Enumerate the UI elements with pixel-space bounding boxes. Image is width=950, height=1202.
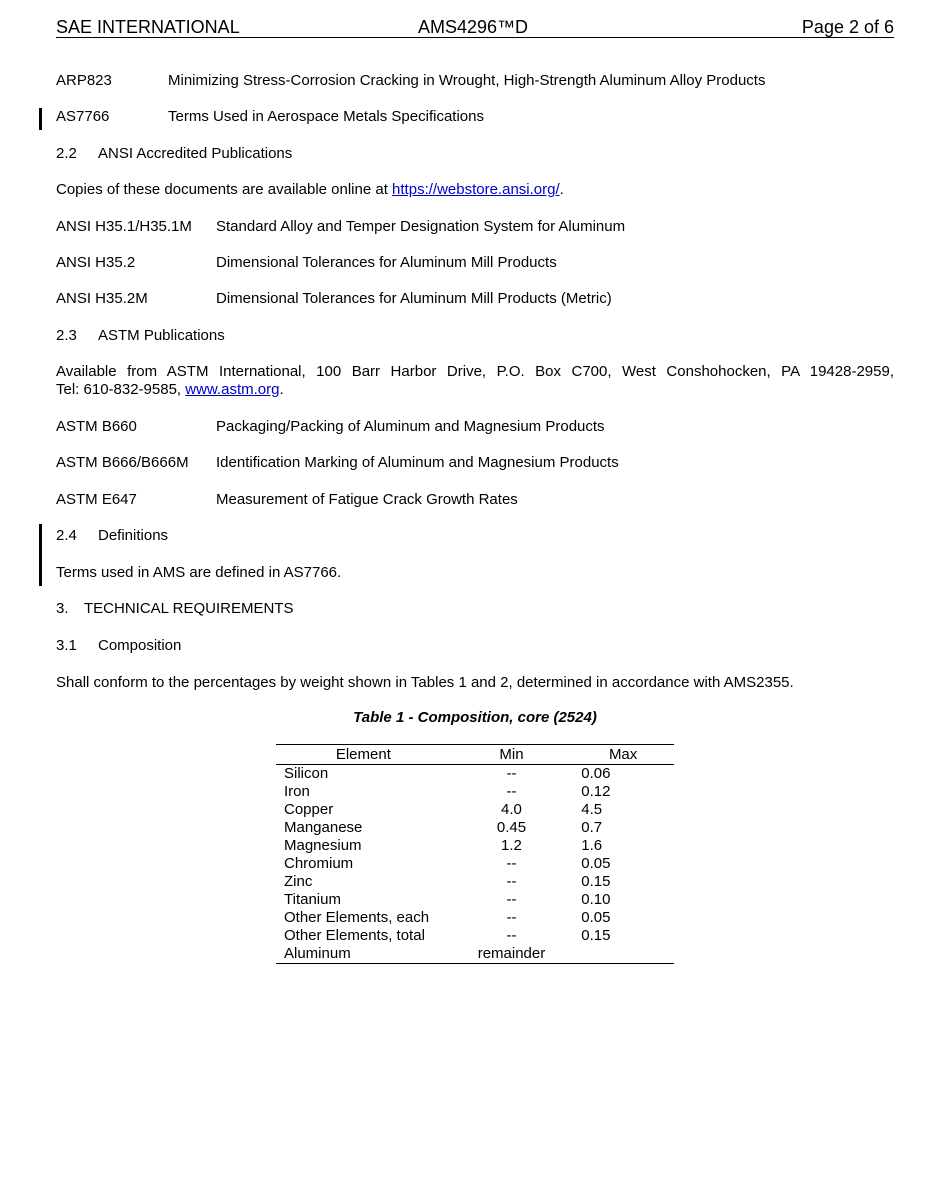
section-title: Definitions bbox=[98, 527, 169, 544]
section-title: TECHNICAL REQUIREMENTS bbox=[84, 600, 294, 617]
composition-table bbox=[276, 744, 674, 964]
ref-title: Dimensional Tolerances for Aluminum Mill Products (Metric) bbox=[216, 290, 612, 307]
min-cell: 0.45 bbox=[496, 819, 527, 836]
max-cell: 1.6 bbox=[581, 837, 603, 854]
intro-text: Copies of these documents are available online at bbox=[56, 181, 393, 198]
ref-title: Measurement of Fatigue Crack Growth Rates bbox=[216, 491, 518, 508]
max-cell: 0.10 bbox=[581, 891, 611, 908]
table-row bbox=[276, 765, 674, 784]
table-header-row bbox=[276, 745, 674, 765]
section-number: 2.3 bbox=[56, 327, 77, 344]
min-cell: -- bbox=[506, 927, 517, 944]
table-row bbox=[276, 819, 674, 837]
section-number: 3. bbox=[56, 600, 69, 617]
page-header bbox=[56, 17, 894, 38]
element-cell: Silicon bbox=[284, 765, 329, 782]
element-cell: Other Elements, each bbox=[284, 909, 430, 926]
ref-code: ARP823 bbox=[56, 72, 112, 89]
ref-code: ASTM B660 bbox=[56, 418, 137, 435]
table-row bbox=[276, 945, 674, 964]
section-number: 3.1 bbox=[56, 637, 77, 654]
intro-punct: . bbox=[559, 181, 564, 198]
min-cell: 1.2 bbox=[501, 837, 522, 854]
element-cell: Manganese bbox=[284, 819, 363, 836]
element-cell: Chromium bbox=[284, 855, 354, 872]
max-cell: 0.7 bbox=[581, 819, 603, 836]
table-row bbox=[276, 855, 674, 873]
element-cell: Titanium bbox=[284, 891, 341, 908]
ref-code: ANSI H35.1/H35.1M bbox=[56, 218, 192, 235]
column-header: Element bbox=[276, 745, 451, 765]
column-header: Min bbox=[451, 745, 573, 765]
revision-bar bbox=[39, 108, 42, 130]
ref-title: Standard Alloy and Temper Designation System for Aluminum bbox=[216, 218, 626, 235]
max-cell bbox=[572, 945, 674, 964]
section-title: Composition bbox=[98, 637, 182, 654]
table-row bbox=[276, 891, 674, 909]
element-cell: Magnesium bbox=[284, 837, 362, 854]
max-cell: 0.12 bbox=[581, 783, 611, 800]
ref-code: ASTM E647 bbox=[56, 491, 137, 508]
revision-bar bbox=[39, 524, 42, 586]
element-cell: Zinc bbox=[284, 873, 313, 890]
table-row bbox=[276, 837, 674, 855]
intro-text: Tel: 610-832-9585, bbox=[56, 381, 186, 398]
ref-code: ANSI H35.2 bbox=[56, 254, 136, 271]
element-cell: Aluminum bbox=[276, 945, 451, 964]
ref-title: Dimensional Tolerances for Aluminum Mill Products bbox=[216, 254, 557, 271]
definitions-text: Terms used in AMS are defined in AS7766. bbox=[56, 564, 342, 581]
ref-title: Identification Marking of Aluminum and Magnesium Products bbox=[216, 454, 619, 471]
element-cell: Iron bbox=[284, 783, 310, 800]
section-title: ANSI Accredited Publications bbox=[98, 145, 293, 162]
table-row bbox=[276, 873, 674, 891]
header-org: SAE INTERNATIONAL bbox=[56, 17, 240, 37]
min-cell: -- bbox=[506, 855, 517, 872]
max-cell: 0.05 bbox=[581, 909, 611, 926]
min-cell: -- bbox=[506, 873, 517, 890]
ref-code: ANSI H35.2M bbox=[56, 290, 148, 307]
section-number: 2.2 bbox=[56, 145, 77, 162]
element-cell: Other Elements, total bbox=[284, 927, 425, 944]
ref-title: Packaging/Packing of Aluminum and Magnesium Products bbox=[216, 418, 605, 435]
ansi-webstore-link[interactable]: https://webstore.ansi.org/ bbox=[392, 181, 560, 198]
header-page-number: Page 2 of 6 bbox=[801, 17, 894, 37]
address-line: Available from ASTM International, 100 Barr Harbor Drive, P.O. Box C700, West Conshohocken, PA 19428-2959, bbox=[56, 363, 894, 380]
table-caption: Table 1 - Composition, core (2524) bbox=[353, 709, 597, 726]
min-cell: -- bbox=[506, 891, 517, 908]
ref-code: ASTM B666/B666M bbox=[56, 454, 189, 471]
ref-code: AS7766 bbox=[56, 108, 110, 125]
section-number: 2.4 bbox=[56, 527, 77, 544]
max-cell: 0.06 bbox=[581, 765, 611, 782]
ref-title: Terms Used in Aerospace Metals Specifications bbox=[168, 108, 484, 125]
min-cell: -- bbox=[506, 783, 517, 800]
astm-address-paragraph bbox=[56, 363, 894, 399]
astm-link[interactable]: www.astm.org bbox=[185, 381, 280, 398]
section-intro bbox=[56, 181, 564, 198]
min-cell: -- bbox=[506, 765, 517, 782]
element-cell: Copper bbox=[284, 801, 334, 818]
table-row bbox=[276, 909, 674, 927]
section-title: ASTM Publications bbox=[98, 327, 225, 344]
table-row bbox=[276, 927, 674, 945]
max-cell: 4.5 bbox=[581, 801, 603, 818]
header-doc-number: AMS4296™D bbox=[418, 17, 529, 37]
min-cell: 4.0 bbox=[501, 801, 522, 818]
table-row bbox=[276, 783, 674, 801]
column-header: Max bbox=[572, 745, 674, 765]
table-row bbox=[276, 801, 674, 819]
min-cell: remainder bbox=[451, 945, 573, 964]
intro-punct: . bbox=[279, 381, 284, 398]
ref-title: Minimizing Stress-Corrosion Cracking in Wrought, High-Strength Aluminum Alloy Products bbox=[168, 72, 766, 89]
address-line bbox=[56, 381, 894, 399]
max-cell: 0.15 bbox=[581, 927, 611, 944]
max-cell: 0.15 bbox=[581, 873, 611, 890]
max-cell: 0.05 bbox=[581, 855, 611, 872]
min-cell: -- bbox=[506, 909, 517, 926]
composition-text: Shall conform to the percentages by weight shown in Tables 1 and 2, determined in accordance with AMS2355. bbox=[56, 674, 794, 691]
